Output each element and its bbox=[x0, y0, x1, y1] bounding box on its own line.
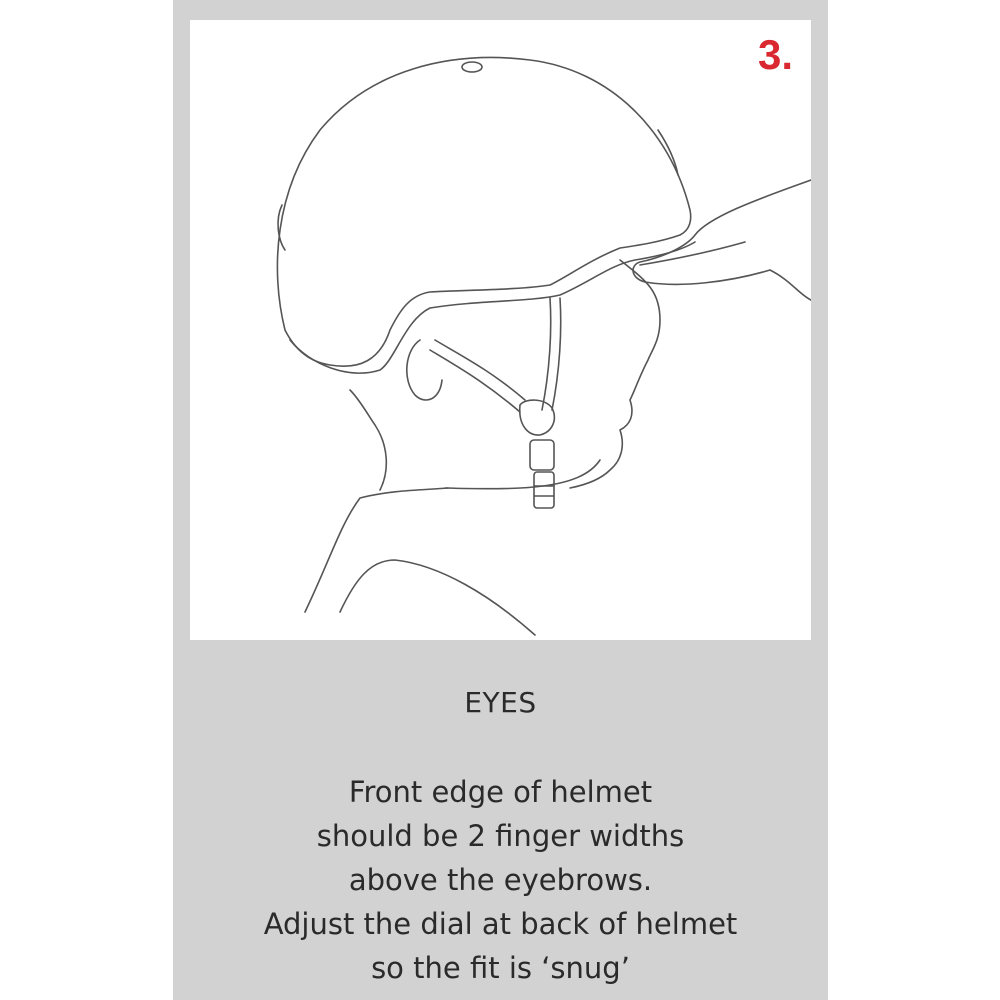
front-strap bbox=[542, 298, 551, 410]
instruction-line: above the eyebrows. bbox=[348, 863, 653, 897]
neck-back bbox=[350, 390, 386, 490]
instruction-heading: EYES bbox=[464, 686, 537, 719]
helmet-vent-top bbox=[462, 62, 482, 72]
instruction-body bbox=[173, 770, 828, 990]
front-strap-inner bbox=[552, 298, 561, 410]
face-profile bbox=[570, 260, 660, 488]
rear-strap-inner bbox=[430, 350, 520, 412]
instruction-line: should be 2 finger widths bbox=[316, 819, 685, 853]
step-number: 3. bbox=[757, 31, 793, 78]
helmet-rim bbox=[290, 242, 695, 373]
instruction-card bbox=[173, 0, 828, 1000]
instruction-line: Front edge of helmet bbox=[348, 775, 653, 809]
finger-line bbox=[640, 242, 745, 265]
instruction-line: Adjust the dial at back of helmet bbox=[263, 907, 738, 941]
neck-front bbox=[445, 460, 600, 489]
illustration-panel bbox=[190, 20, 811, 640]
strap-junction bbox=[520, 400, 555, 435]
torso-outline bbox=[305, 488, 448, 612]
shoulder-line bbox=[340, 560, 535, 635]
chin-buckle bbox=[530, 440, 554, 470]
instruction-line: so the fit is ‘snug’ bbox=[371, 951, 630, 985]
rear-strap bbox=[435, 340, 525, 400]
chin-buckle-lower bbox=[534, 472, 554, 508]
ear-outline bbox=[407, 340, 442, 400]
helmet-fit-side-profile-icon bbox=[190, 20, 811, 640]
helmet-shell bbox=[277, 58, 690, 367]
